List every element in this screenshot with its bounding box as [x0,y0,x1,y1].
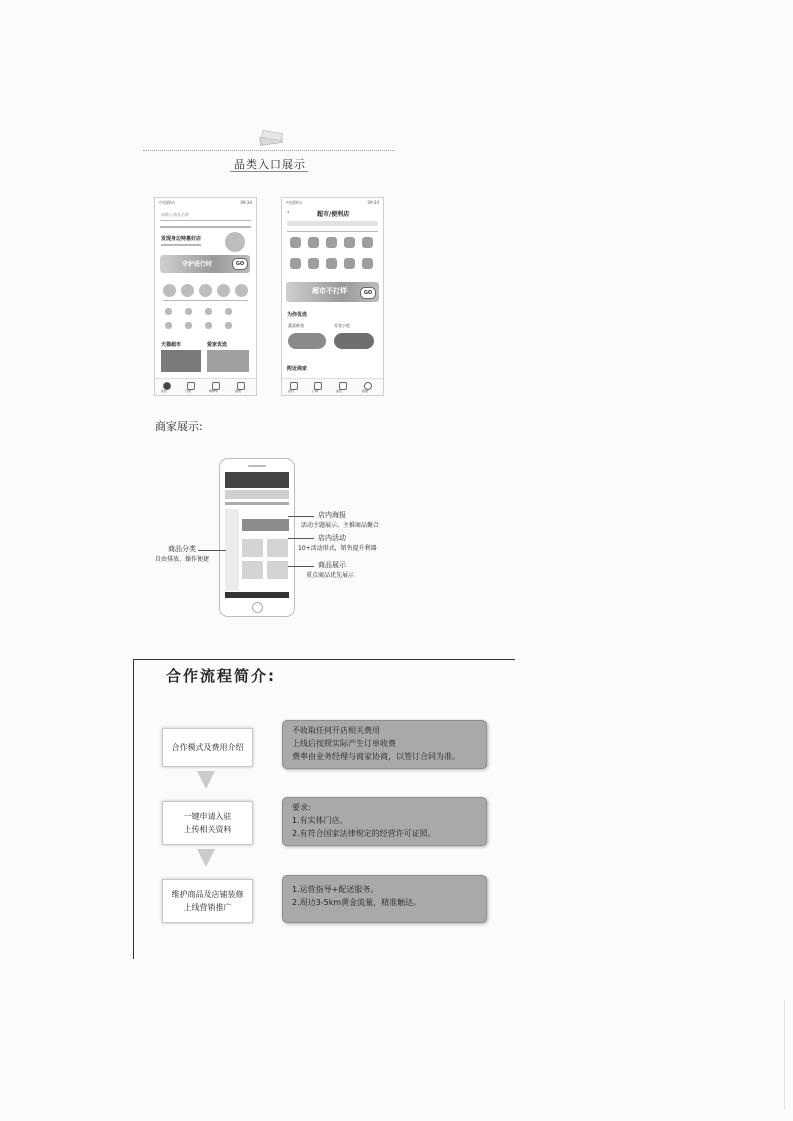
speaker-slot [248,465,266,467]
section-divider [143,150,395,151]
poster-callout-desc: 活动主题展示、主推商品聚合 [301,522,380,529]
card-title-right: 零食小吃 [334,323,350,328]
carrier-text: 中国移动 [159,200,175,205]
step1-description [282,720,487,769]
tab-label: 首页 [288,389,295,393]
list-title-left: 天猫超市 [161,342,182,348]
store-icon[interactable] [344,237,355,248]
step1-desc-line: 费率由业务经理与商家协商，以签订合同为准。 [292,752,460,761]
step2-description [282,797,487,846]
store-icon[interactable] [344,258,355,269]
step2-label: 一键申请入驻 [183,812,232,821]
service-icon[interactable] [165,308,172,315]
search-input[interactable]: 请输入商品名称 [161,212,189,217]
product-image[interactable] [288,333,326,349]
category-icon[interactable] [163,284,176,297]
service-icon[interactable] [225,322,232,329]
step3-description [282,875,487,923]
section2-title: 商家展示: [155,420,203,433]
clock-text: 09:34 [240,200,252,205]
activity-banner[interactable] [242,519,289,531]
category-icon[interactable] [217,284,230,297]
activity-leader-line [288,538,314,539]
store-icon[interactable] [308,258,319,269]
cart-bar[interactable] [225,592,289,598]
section3-title: 合作流程简介: [166,667,276,685]
flow-arrow-icon [197,849,215,867]
merchant-phone-mockup [219,458,295,617]
filter-tabs[interactable] [287,231,378,232]
step3-label: 维护商品及店铺装修 [171,890,244,899]
step2-desc-line: 2.有符合国家法律规定的经营许可证照。 [292,829,436,838]
tab-label: 消息 [336,389,343,393]
poster-leader-line [288,516,314,517]
product-image[interactable] [334,333,374,349]
step2-label: 上传相关资料 [183,825,232,834]
section1-title: 品类入口展示 [234,158,306,171]
tab-label: 首页 [161,389,168,393]
service-icon[interactable] [185,308,192,315]
promo-title: 发现身边特惠好店 [161,236,202,242]
category-sidebar[interactable] [225,509,239,591]
supermarket-phone-mockup [281,197,384,396]
page-title: 超市/便利店 [317,211,350,218]
category-icon[interactable] [199,284,212,297]
product-image[interactable] [207,350,249,372]
store-icon[interactable] [362,237,373,248]
list-title-right: 爱家优选 [207,342,228,348]
category-nav [160,226,251,228]
tab-label: 我的 [235,389,242,393]
store-poster[interactable] [225,490,289,499]
decorative-stack-icon [258,128,286,148]
status-bar [159,200,252,207]
section3-top-rule [133,659,515,660]
step2-desc-line: 1.有实体门店。 [292,816,348,825]
product-tile[interactable] [242,539,263,557]
promo-subtitle [161,244,201,246]
banner-text: 超市不打烊 [312,287,347,295]
go-button[interactable]: GO [360,287,376,299]
search-bar[interactable] [287,221,378,226]
store-icon[interactable] [290,258,301,269]
clock-text: 09:34 [367,200,379,205]
category-icon[interactable] [181,284,194,297]
home-button-icon[interactable] [252,602,263,613]
product-tile[interactable] [267,561,288,579]
goods-callout-desc: 重点商品优先展示 [306,572,355,579]
activity-callout-title: 店内活动 [318,534,346,542]
carrier-text: 中国移动 [286,200,302,205]
step2-box [162,801,253,845]
bottom-tabbar [282,378,383,395]
service-icon[interactable] [205,322,212,329]
back-icon[interactable]: ‹ [287,209,290,216]
bottom-section-title: 附近商家 [287,366,308,372]
service-icon[interactable] [185,322,192,329]
step2-desc-line: 要求: [292,803,311,812]
status-bar [286,200,379,207]
tab-label: 我的 [362,389,369,393]
store-icon[interactable] [326,258,337,269]
step3-desc-line: 1.运营指导+配送服务。 [292,885,379,894]
service-icon[interactable] [165,322,172,329]
step3-box [162,879,253,923]
page-edge-rule [784,1000,785,1110]
bottom-tabbar [155,378,256,395]
category-icon[interactable] [235,284,248,297]
poster-callout-title: 店内海报 [318,511,346,519]
product-image[interactable] [161,350,201,372]
title-underline [230,171,308,172]
step1-desc-line: 不收取任何开店相关费用 [292,726,380,735]
banner-text: 守护进行时 [182,261,213,268]
tab-label: 购物车 [209,389,219,393]
step3-desc-line: 2.周边3-5km黄金流量，精准触达。 [292,898,422,907]
step1-label: 合作模式及费用介绍 [171,743,244,752]
goods-callout-title: 商品展示 [318,561,346,569]
step3-label: 上线营销推广 [183,903,232,912]
goods-leader-line [288,566,314,567]
service-icon[interactable] [205,308,212,315]
product-tile[interactable] [267,539,288,557]
store-icon[interactable] [290,237,301,248]
go-button[interactable]: GO [232,258,248,270]
activity-callout-desc: 10+活动形式，销售提升利器 [298,545,377,552]
promo-banner[interactable] [286,282,379,302]
flow-arrow-icon [197,771,215,789]
promo-banner[interactable] [160,255,250,273]
category-leader-line [198,550,226,551]
search-underline [160,220,251,221]
tab-label: 订单 [312,389,319,393]
promo-image [225,232,245,252]
activity-strip[interactable] [225,502,289,505]
product-tile[interactable] [242,561,263,579]
category-callout-desc: 自由排放、操作便捷 [155,556,210,563]
step1-desc-line: 上线后按照实际产生订单收费 [292,739,396,748]
store-icon[interactable] [362,258,373,269]
step1-box [162,728,253,767]
section3-left-rule [133,659,134,959]
store-icon[interactable] [326,237,337,248]
tab-label: 分类 [185,389,192,393]
home-phone-mockup [154,197,257,396]
category-callout-title: 商品分类 [168,545,196,553]
service-icon[interactable] [225,308,232,315]
store-header [225,472,289,488]
category-labels [163,300,248,301]
store-icon[interactable] [308,237,319,248]
section-title: 为你优选 [287,312,308,318]
card-title-left: 蔬菜鲜货 [288,323,304,328]
